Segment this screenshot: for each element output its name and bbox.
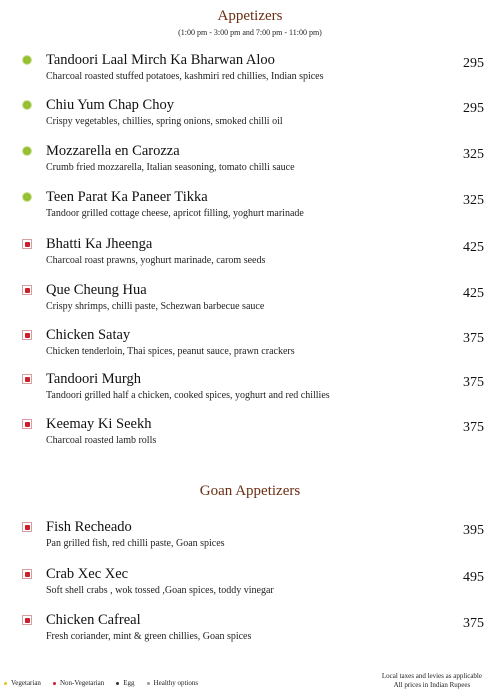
menu-item	[22, 282, 488, 316]
section-hours: (1:00 pm - 3:00 pm and 7:00 pm - 11:00 pm)	[178, 28, 322, 37]
egg-dot-icon	[116, 682, 119, 685]
item-price: 375	[463, 375, 484, 390]
item-description: Crispy shrimps, chilli paste, Schezwan barbecue sauce	[46, 301, 265, 312]
legend-label: Non-Vegetarian	[59, 679, 105, 687]
menu-item	[22, 371, 488, 405]
item-price: 375	[463, 420, 484, 435]
item-price: 425	[463, 286, 484, 301]
item-name: Tandoori Murgh	[46, 371, 141, 387]
item-description: Charcoal roast prawns, yoghurt marinade, carom seeds	[46, 255, 266, 266]
non-vegetarian-icon	[22, 285, 32, 295]
non-vegetarian-icon	[22, 522, 32, 532]
menu-item	[22, 416, 488, 450]
item-name: Keemay Ki Seekh	[46, 416, 152, 432]
item-price: 425	[463, 240, 484, 255]
item-price: 375	[463, 331, 484, 346]
non-vegetarian-icon	[22, 374, 32, 384]
vegetarian-icon	[22, 55, 32, 65]
menu-item	[22, 566, 488, 600]
menu-item	[22, 519, 488, 553]
menu-item	[22, 236, 488, 270]
item-price: 295	[463, 56, 484, 71]
item-description: Crumb fried mozzarella, Italian seasoning, tomato chilli sauce	[46, 162, 295, 173]
legend	[4, 679, 206, 687]
legend-label: Egg	[123, 679, 135, 687]
item-name: Crab Xec Xec	[46, 566, 129, 582]
currency-note: All prices in Indian Rupees	[393, 681, 471, 689]
legend-entry-non-vegetarian	[53, 679, 104, 687]
item-name: Bhatti Ka Jheenga	[46, 236, 153, 252]
item-price: 325	[463, 147, 484, 162]
non-vegetarian-icon	[22, 615, 32, 625]
item-description: Tandoori grilled half a chicken, cooked spices, yoghurt and red chillies	[46, 390, 330, 401]
item-description: Tandoor grilled cottage cheese, apricot filling, yoghurt marinade	[46, 208, 304, 219]
vegetarian-icon	[22, 192, 32, 202]
section-title-appetizers: Appetizers	[217, 8, 283, 24]
item-description: Chicken tenderloin, Thai spices, peanut sauce, prawn crackers	[46, 346, 295, 357]
non-vegetarian-icon	[22, 330, 32, 340]
menu-item	[22, 97, 488, 131]
healthy-dot-icon	[147, 682, 150, 685]
item-description: Soft shell crabs , wok tossed ,Goan spices, toddy vinegar	[46, 585, 274, 596]
non-vegetarian-dot-icon	[53, 682, 56, 685]
item-name: Mozzarella en Carozza	[46, 143, 180, 159]
vegetarian-icon	[22, 100, 32, 110]
menu-item	[22, 189, 488, 223]
item-price: 375	[463, 616, 484, 631]
vegetarian-icon	[22, 146, 32, 156]
menu-item	[22, 52, 488, 86]
item-name: Teen Parat Ka Paneer Tikka	[46, 189, 208, 205]
menu-item	[22, 327, 488, 361]
item-name: Chiu Yum Chap Choy	[46, 97, 174, 113]
item-name: Que Cheung Hua	[46, 282, 147, 298]
item-price: 495	[463, 570, 484, 585]
item-name: Fish Recheado	[46, 519, 132, 535]
item-name: Chicken Satay	[46, 327, 131, 343]
legend-entry-healthy	[147, 679, 199, 687]
non-vegetarian-icon	[22, 419, 32, 429]
vegetarian-dot-icon	[4, 682, 7, 685]
item-price: 295	[463, 101, 484, 116]
item-description: Charcoal roasted stuffed potatoes, kashmiri red chillies, Indian spices	[46, 71, 324, 82]
item-description: Fresh coriander, mint & green chillies, Goan spices	[46, 631, 252, 642]
item-name: Tandoori Laal Mirch Ka Bharwan Aloo	[46, 52, 275, 68]
non-vegetarian-icon	[22, 239, 32, 249]
taxes-note: Local taxes and levies as applicable	[381, 672, 482, 680]
item-description: Pan grilled fish, red chilli paste, Goan spices	[46, 538, 225, 549]
item-name: Chicken Cafreal	[46, 612, 141, 628]
non-vegetarian-icon	[22, 569, 32, 579]
legend-entry-egg	[116, 679, 134, 687]
item-description: Charcoal roasted lamb rolls	[46, 435, 157, 446]
item-description: Crispy vegetables, chillies, spring onions, smoked chilli oil	[46, 116, 283, 127]
item-price: 395	[463, 523, 484, 538]
legend-label: Vegetarian	[11, 679, 41, 687]
legend-entry-vegetarian	[4, 679, 41, 687]
legend-label: Healthy options	[153, 679, 199, 687]
section-title-goan-appetizers: Goan Appetizers	[199, 483, 301, 499]
footer-note	[382, 672, 482, 690]
menu-item	[22, 612, 488, 646]
item-price: 325	[463, 193, 484, 208]
menu-item	[22, 143, 488, 177]
